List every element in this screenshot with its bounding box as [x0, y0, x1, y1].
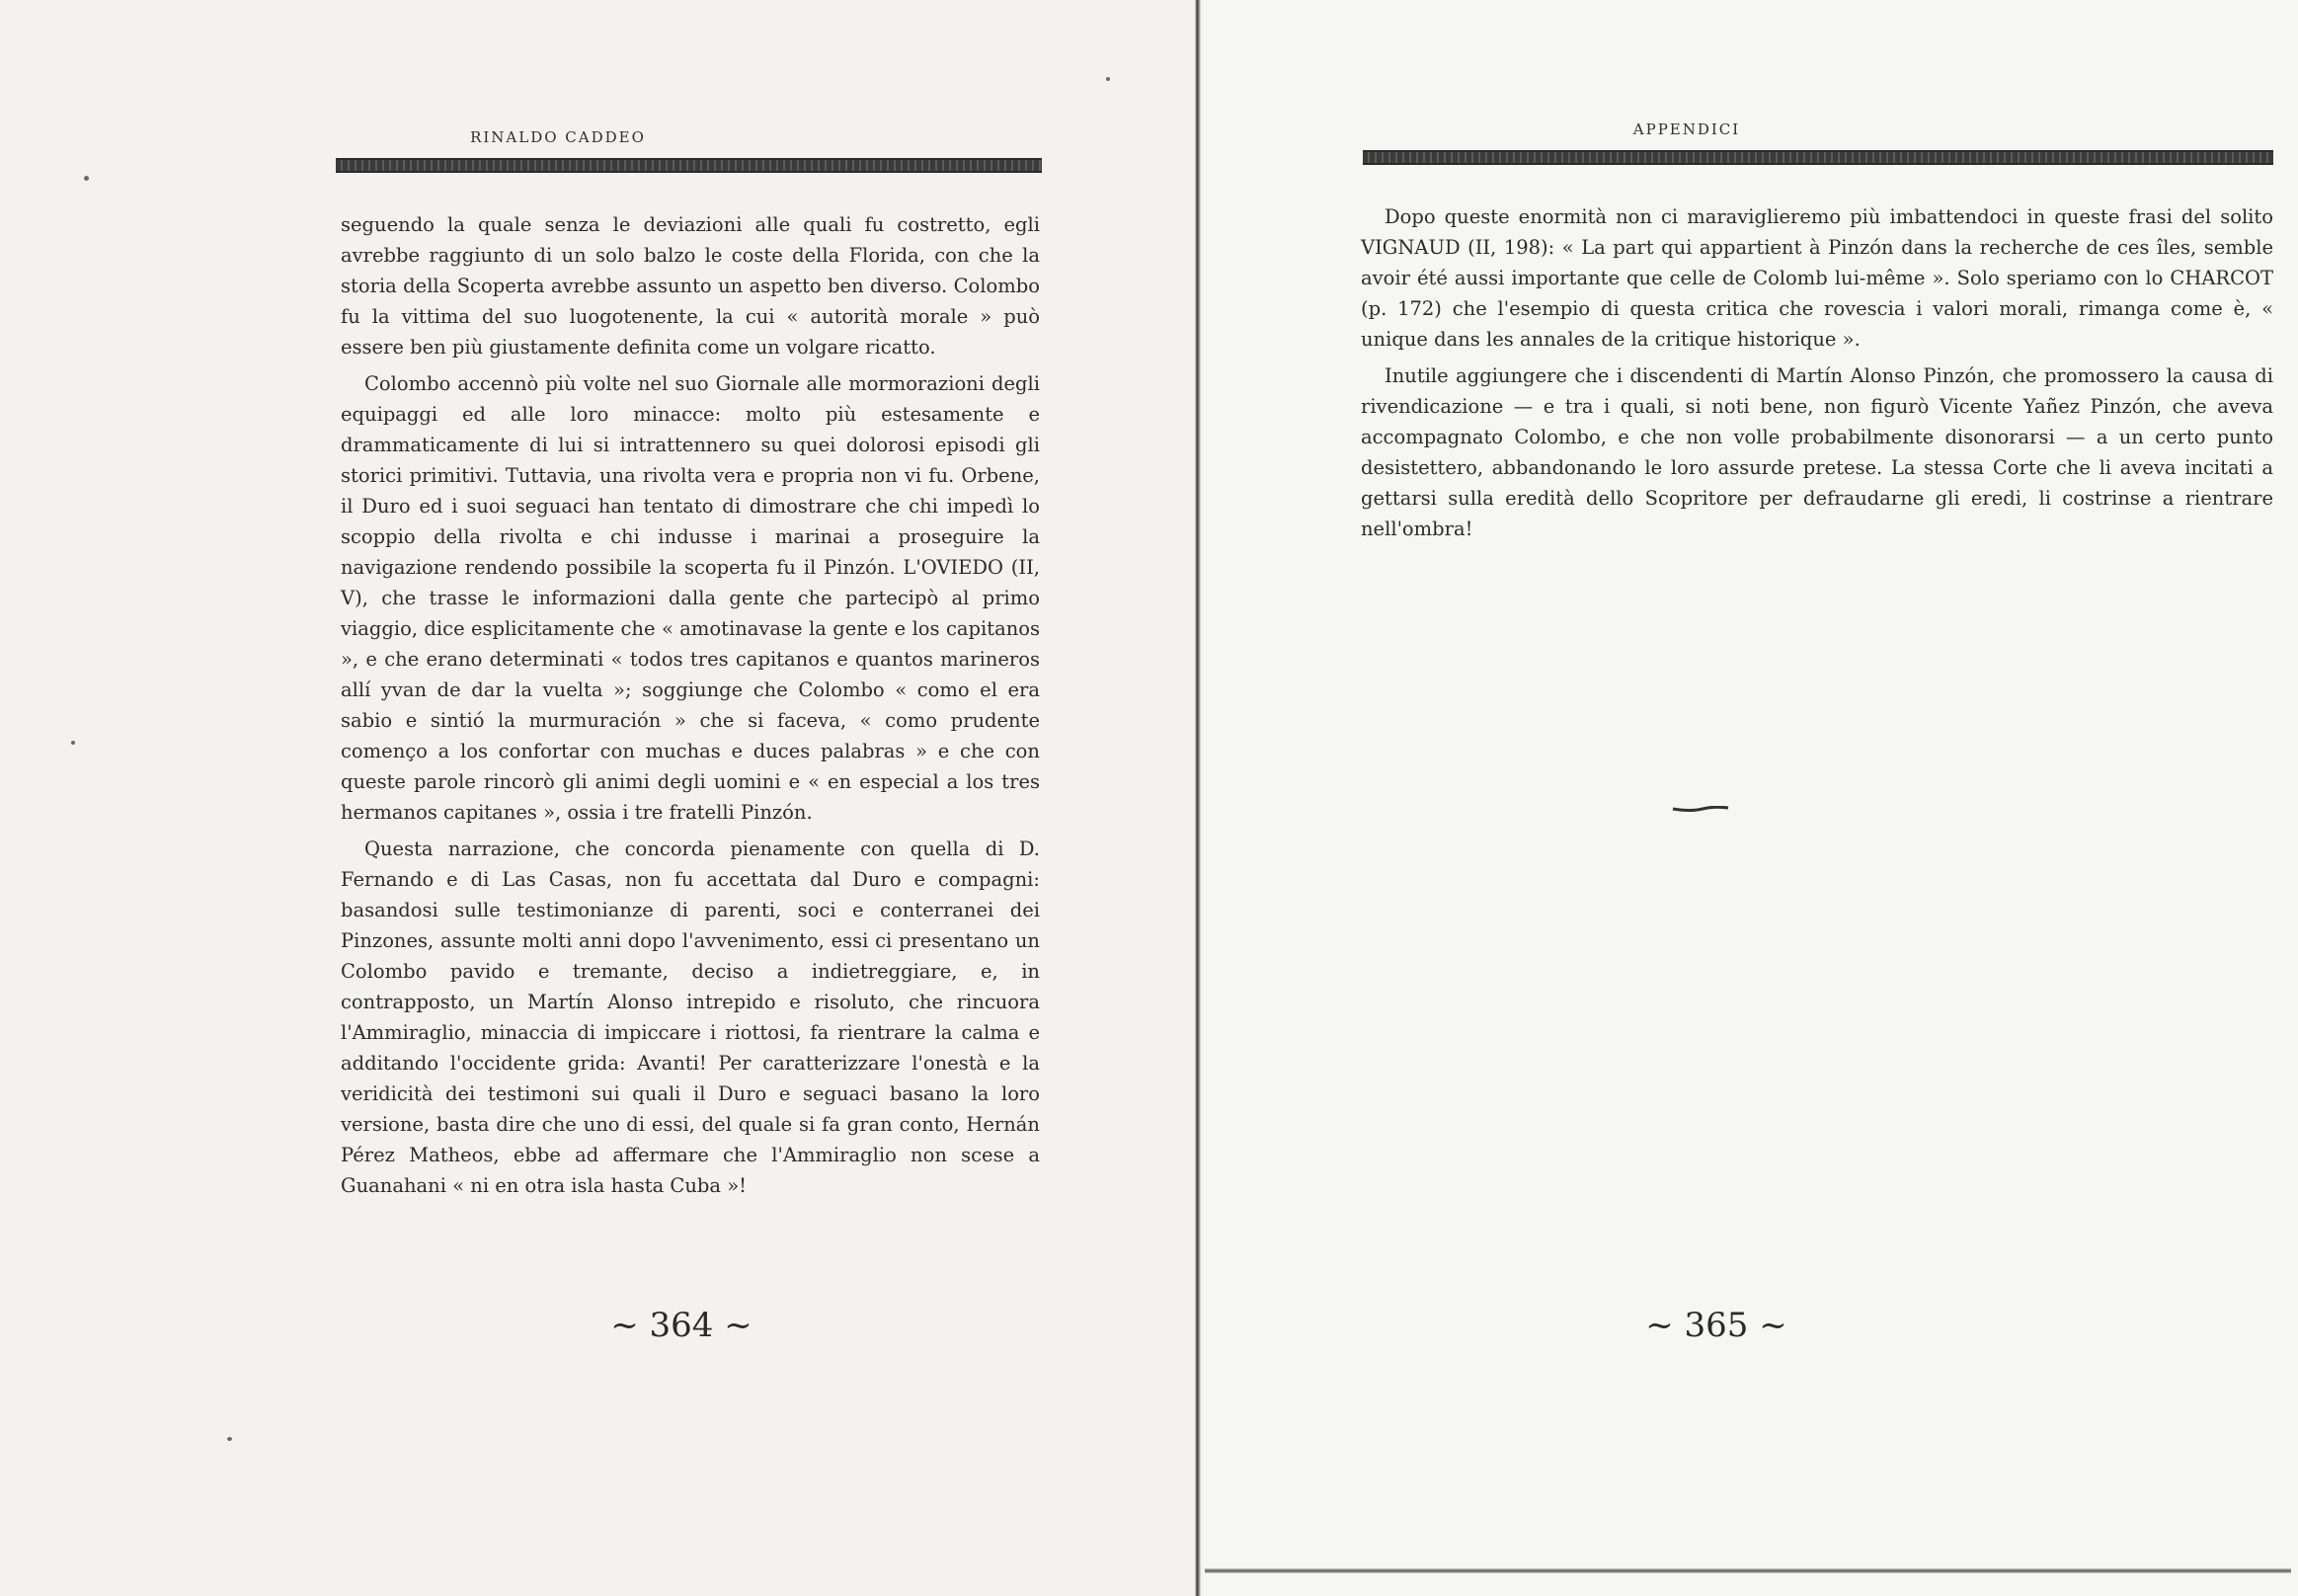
page-number-right: ~ 365 ~ — [1645, 1306, 1787, 1345]
header-rule-left — [336, 158, 1042, 173]
end-ornament — [1671, 806, 1730, 812]
gutter-shadow — [1195, 0, 1201, 1596]
scan-speck — [71, 741, 75, 745]
page-number-left: ~ 364 ~ — [610, 1306, 753, 1345]
running-header-right: APPENDICI — [1632, 120, 1741, 138]
body-text-right — [1361, 201, 2273, 550]
body-text-left — [341, 209, 1040, 1207]
paragraph: Inutile aggiungere che i discendenti di Martín Alonso Pinzón, che promossero la causa di rivendicazione — e tra i quali, si noti bene, non figurò Vicente Yañez Pinzón, che aveva accompagnato Colombo, e che non volle probabilmente disonorarsi — a un certo punto desistettero, abbandonando le loro assurde pretese. La stessa Corte che li aveva incitati a gettarsi sulla eredità dello Scopritore per defraudarne gli eredi, li costrinse a rientrare nell'ombra! — [1361, 364, 2273, 540]
scan-speck — [84, 176, 89, 181]
paragraph: Questa narrazione, che concorda pienamente con quella di D. Fernando e di Las Casas, non fu accettata dal Duro e compagni: basandosi sulle testimonianze di parenti, soci e conterranei dei Pinzones, assunte molti anni dopo l'avvenimento, essi ci presentano un Colombo pavido e tremante, deciso a indietreggiare, e, in contrapposto, un Martín Alonso intrepido e risoluto, che rincuora l'Ammiraglio, minaccia di impiccare i riottosi, fa rientrare la calma e additando l'occidente grida: Avanti! Per caratterizzare l'onestà e la veridicità dei testimoni sui quali il Duro e seguaci basano la loro versione, basta dire che uno di essi, del quale si fa gran conto, Hernán Pérez Matheos, ebbe ad affermare che l'Ammiraglio non scese a Guanahani « ni en otra isla hasta Cuba »! — [341, 838, 1040, 1197]
paragraph: seguendo la quale senza le deviazioni alle quali fu costretto, egli avrebbe raggiunto di un solo balzo le coste della Florida, con che la storia della Scoperta avrebbe assunto un aspetto ben diverso. Colombo fu la vittima del suo luogotenente, la cui « autorità morale » può essere ben più giustamente definita come un volgare ricatto. — [341, 213, 1040, 359]
scan-speck — [1106, 77, 1110, 81]
paragraph: Colombo accennò più volte nel suo Giornale alle mormorazioni degli equipaggi ed alle loro minacce: molto più estesamente e drammaticamente di lui si intrattennero su quei dolorosi episodi gli storici primitivi. Tuttavia, una rivolta vera e propria non vi fu. Orbene, il Duro ed i suoi seguaci han tentato di dimostrare che chi impedì lo scoppio della rivolta e chi indusse i marinai a proseguire la navigazione rendendo possibile la scoperta fu il Pinzón. L'OVIEDO (II, V), che trasse le informazioni dalla gente che partecipò al primo viaggio, dice esplicitamente che « amotinavase la gente e los capitanos », e che erano determinati « todos tres capitanos e quantos marineros allí yvan de dar la vuelta »; soggiunge che Colombo « como el era sabio e sintió la murmuración » che si faceva, « como prudente començo a los confortar con muchas e duces palabras » e che con queste parole rincorò gli animi degli uomini e « en especial a los tres hermanos capitanes », ossia i tre fratelli Pinzón. — [341, 372, 1040, 824]
right-page — [1203, 0, 2298, 1596]
header-rule-right — [1363, 150, 2273, 165]
page-bottom-edge — [1205, 1568, 2291, 1573]
paragraph: Dopo queste enormità non ci maraviglieremo più imbattendoci in queste frasi del solito VIGNAUD (II, 198): « La part qui appartient à Pinzón dans la recherche de ces îles, semble avoir été aussi importante que celle de Colomb lui-même ». Solo speriamo con lo CHARCOT (p. 172) che l'esempio di questa critica che rovescia i valori morali, rimanga come è, « unique dans les annales de la critique historique ». — [1361, 205, 2273, 351]
running-header-left: RINALDO CADDEO — [470, 128, 646, 146]
scan-speck — [227, 1437, 232, 1441]
